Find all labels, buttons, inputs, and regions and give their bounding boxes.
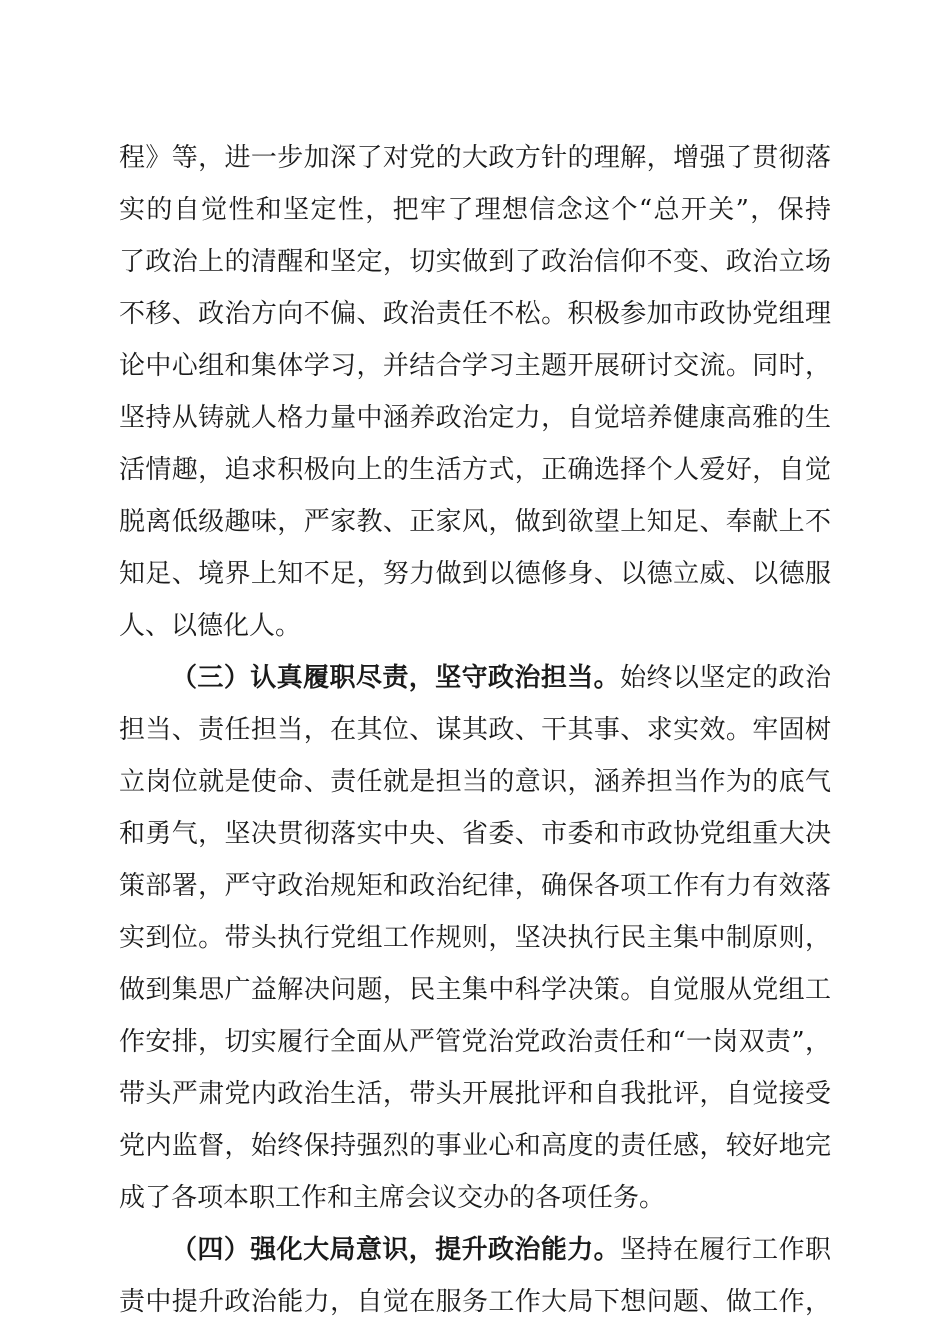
text-line: 论中心组和集体学习，并结合学习主题开展研讨交流。同时， bbox=[119, 351, 831, 381]
text-line: 活情趣，追求积极向上的生活方式，正确选择个人爱好，自觉 bbox=[119, 455, 831, 485]
section-text: 坚持在履行工作职 bbox=[620, 1235, 831, 1265]
section-heading-line bbox=[119, 658, 831, 698]
text-line: 不移、政治方向不偏、政治责任不松。积极参加市政协党组理 bbox=[119, 299, 831, 329]
text-line: 程》等，进一步加深了对党的大政方针的理解，增强了贯彻落 bbox=[119, 143, 831, 173]
text-line: 带头严肃党内政治生活，带头开展批评和自我批评，自觉接受 bbox=[119, 1079, 831, 1109]
text-line: 作安排，切实履行全面从严管党治党政治责任和“一岗双责”， bbox=[119, 1027, 831, 1057]
text-line: 立岗位就是使命、责任就是担当的意识，涵养担当作为的底气 bbox=[119, 767, 831, 797]
text-line: 知足、境界上知不足，努力做到以德修身、以德立威、以德服 bbox=[119, 559, 831, 589]
text-line: 实到位。带头执行党组工作规则，坚决执行民主集中制原则， bbox=[119, 923, 831, 953]
text-line: 成了各项本职工作和主席会议交办的各项任务。 bbox=[119, 1183, 666, 1213]
text-line: 责中提升政治能力，自觉在服务工作大局下想问题、做工作， bbox=[119, 1287, 831, 1317]
section-text: 始终以坚定的政治 bbox=[620, 663, 831, 693]
text-line: 脱离低级趣味，严家教、正家风，做到欲望上知足、奉献上不 bbox=[119, 507, 831, 537]
text-line: 坚持从铸就人格力量中涵养政治定力，自觉培养健康高雅的生 bbox=[119, 403, 831, 433]
text-line: 实的自觉性和坚定性，把牢了理想信念这个“总开关”，保持 bbox=[119, 195, 831, 225]
text-line: 策部署，严守政治规矩和政治纪律，确保各项工作有力有效落 bbox=[119, 871, 831, 901]
text-line: 和勇气，坚决贯彻落实中央、省委、市委和市政协党组重大决 bbox=[119, 819, 831, 849]
section-heading: （四）强化大局意识，提升政治能力。 bbox=[171, 1235, 621, 1265]
text-line: 担当、责任担当，在其位、谋其政、干其事、求实效。牢固树 bbox=[119, 715, 831, 745]
text-line: 党内监督，始终保持强烈的事业心和高度的责任感，较好地完 bbox=[119, 1131, 831, 1161]
text-line: 人、以德化人。 bbox=[119, 611, 302, 641]
section-heading: （三）认真履职尽责，坚守政治担当。 bbox=[171, 663, 621, 693]
text-line: 了政治上的清醒和坚定，切实做到了政治信仰不变、政治立场 bbox=[119, 247, 831, 277]
section-heading-line bbox=[119, 1230, 831, 1270]
text-line: 做到集思广益解决问题，民主集中科学决策。自觉服从党组工 bbox=[119, 975, 831, 1005]
